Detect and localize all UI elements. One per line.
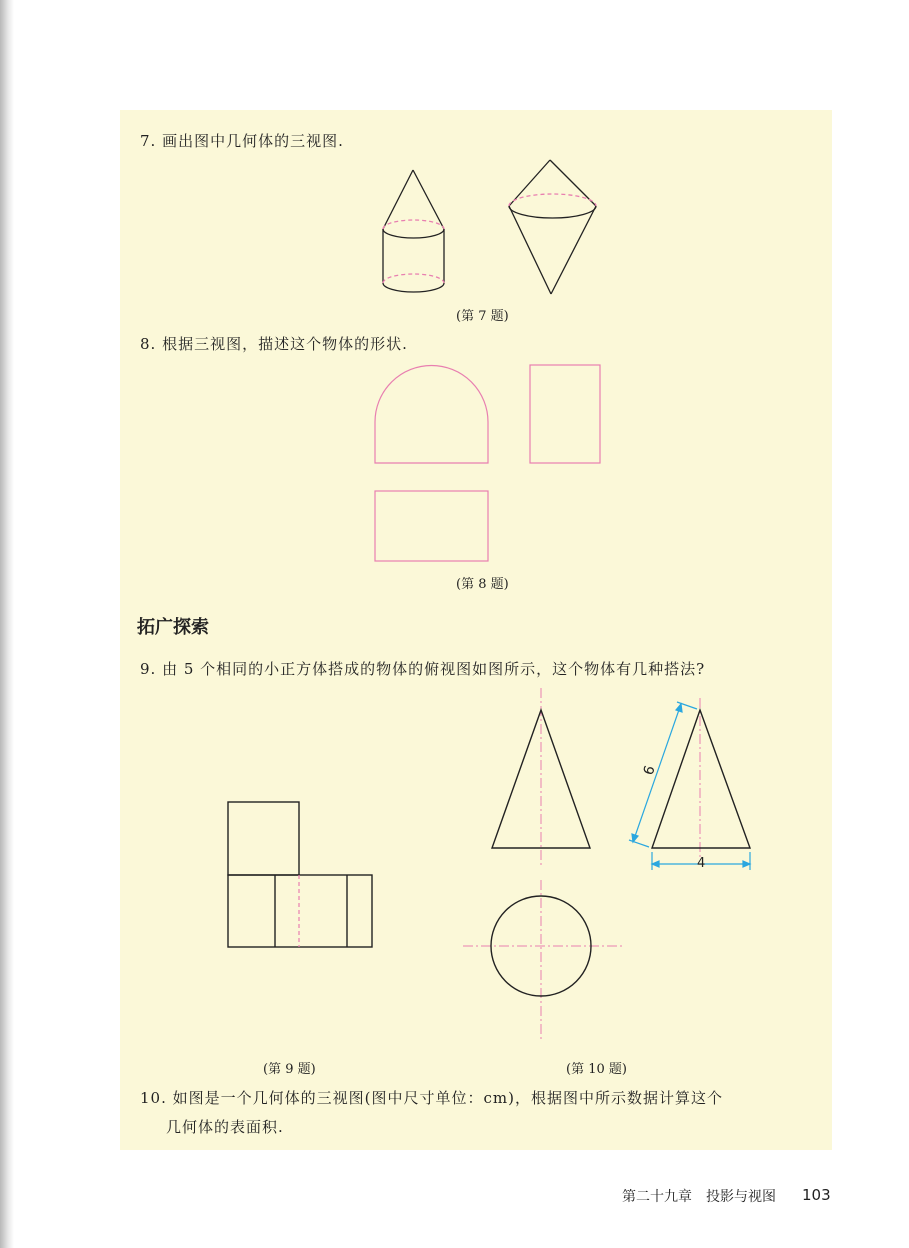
problem-10-text-line2: 几何体的表面积. (166, 1118, 284, 1136)
caption-problem-9: (第 9 题) (263, 1062, 316, 1077)
page-number: 103 (802, 1186, 831, 1204)
problem-7-text: 7. 画出图中几何体的三视图. (140, 132, 344, 150)
caption-problem-7: (第 7 题) (456, 309, 509, 324)
dim-slant-label: 6 (640, 763, 659, 778)
problem-8-text: 8. 根据三视图，描述这个物体的形状. (140, 335, 408, 353)
problem-9-text: 9. 由 5 个相同的小正方体搭成的物体的俯视图如图所示，这个物体有几种搭法? (140, 660, 706, 678)
side-view-triangle (652, 710, 750, 848)
dim-base-label: 4 (697, 856, 706, 871)
section-title: 拓广探索 (137, 617, 209, 638)
caption-problem-10: (第 10 题) (566, 1062, 627, 1077)
footer-chapter: 第二十九章 投影与视图 (622, 1189, 776, 1205)
caption-problem-8: (第 8 题) (456, 577, 509, 592)
dimension-lines (629, 702, 750, 870)
problem-10-text-line1: 10. 如图是一个几何体的三视图(图中尺寸单位：cm)，根据图中所示数据计算这个 (140, 1089, 723, 1107)
